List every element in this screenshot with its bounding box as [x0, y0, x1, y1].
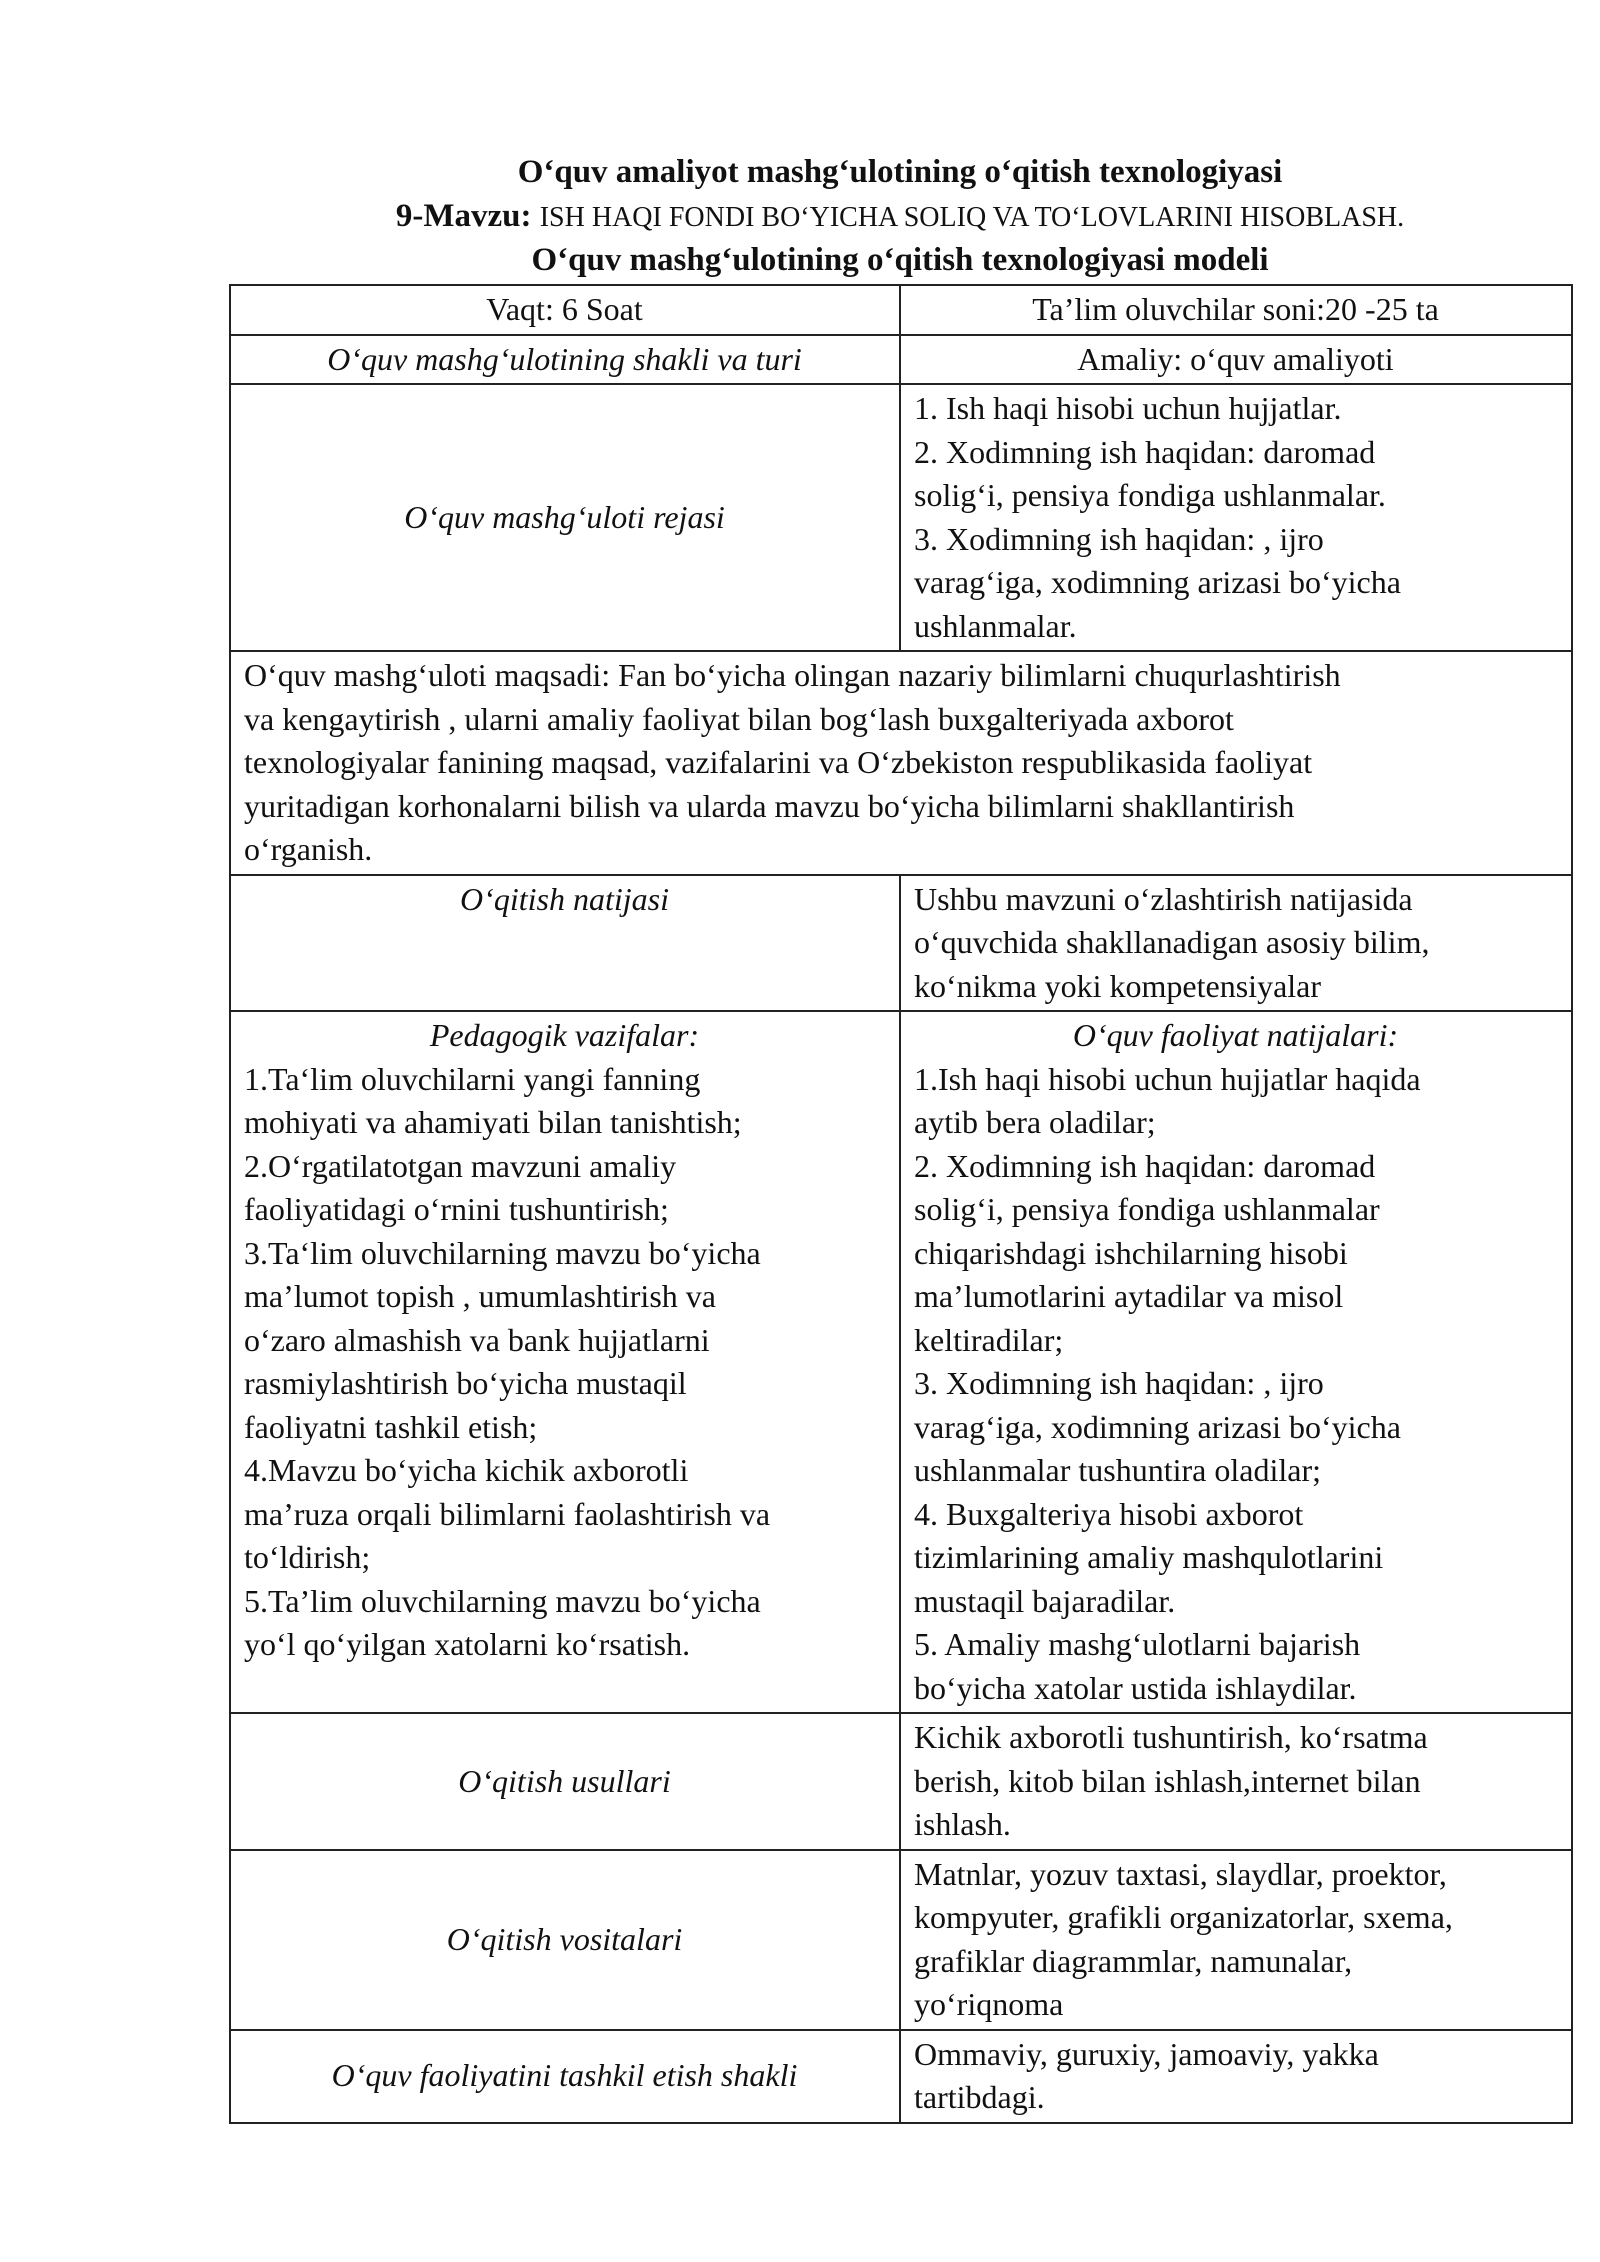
- table-row: [230, 1011, 1572, 1713]
- task-line: 2.O‘rgatilatotgan mavzuni amaliy: [244, 1147, 677, 1184]
- tools-line: yo‘riqnoma: [914, 1986, 1064, 2022]
- plan-line: 2. Xodimning ish haqidan: daromad: [914, 433, 1376, 470]
- methods-line: Kichik axborotli tushuntirish, ko‘rsatma: [914, 1719, 1428, 1755]
- pedagogical-tasks-cell: [230, 1011, 900, 1713]
- task-line: o‘zaro almashish va bank hujjatlarni: [244, 1321, 710, 1358]
- task-line: 1.Ta‘lim oluvchilarni yangi fanning: [244, 1060, 701, 1097]
- goal-line: va kengaytirish , ularni amaliy faoliyat bilan bog‘lash buxgalteriyada axborot: [244, 700, 1234, 737]
- task-line: faoliyatidagi o‘rnini tushuntirish;: [244, 1191, 669, 1227]
- activity-line: aytib bera oladilar;: [914, 1104, 1156, 1140]
- form-line: Ommaviy, guruxiy, jamoaviy, yakka: [914, 2035, 1379, 2072]
- activity-line: mustaqil bajaradilar.: [914, 1582, 1176, 1619]
- activity-line: keltiradilar;: [914, 1321, 1064, 1358]
- activity-line: 3. Xodimning ish haqidan: , ijro: [914, 1365, 1324, 1401]
- result-line: ko‘nikma yoki kompetensiyalar: [914, 967, 1322, 1004]
- activity-line: 1.Ish haqi hisobi uchun hujjatlar haqida: [914, 1060, 1421, 1097]
- teaching-methods-label: O‘qitish usullari: [230, 1713, 900, 1850]
- learning-result-value: [900, 875, 1572, 1012]
- students-count-cell: Ta’lim oluvchilar soni:20 -25 ta: [900, 285, 1572, 335]
- table-row: [230, 384, 1572, 651]
- methods-line: berish, kitob bilan ishlash,internet bilan: [914, 1762, 1421, 1799]
- teaching-tools-label: O‘qitish vositalari: [230, 1850, 900, 2030]
- activity-line: 5. Amaliy mashg‘ulotlarni bajarish: [914, 1626, 1361, 1662]
- activity-line: ushlanmalar tushuntira oladilar;: [914, 1452, 1321, 1488]
- activity-line: 4. Buxgalteriya hisobi axborot: [914, 1495, 1304, 1532]
- tools-line: kompyuter, grafikli organizatorlar, sxema,: [914, 1899, 1453, 1935]
- task-line: to‘ldirish;: [244, 1539, 371, 1575]
- plan-line: ushlanmalar.: [914, 607, 1077, 644]
- goal-line: O‘quv mashg‘uloti maqsadi: Fan bo‘yicha olingan nazariy bilimlarni chuqurlashtirish: [244, 657, 1341, 693]
- table-row: [230, 651, 1572, 875]
- lesson-form-value: Amaliy: o‘quv amaliyoti: [900, 335, 1572, 385]
- task-line: ma’lumot topish , umumlashtirish va: [244, 1278, 716, 1314]
- document-title: O‘quv amaliyot mashg‘ulotining o‘qitish texnologiyasi: [517, 154, 1283, 190]
- task-line: mohiyati va ahamiyati bilan tanishtish;: [244, 1104, 742, 1140]
- form-line: tartibdagi.: [914, 2079, 1045, 2115]
- plan-line: 3. Xodimning ish haqidan: , ijro: [914, 520, 1324, 557]
- activity-form-label: O‘quv faoliyatini tashkil etish shakli: [230, 2030, 900, 2123]
- model-title: O‘quv mashg‘ulotining o‘qitish texnologiyasi modeli: [531, 242, 1269, 278]
- methods-line: ishlash.: [914, 1806, 1011, 1842]
- time-cell: Vaqt: 6 Soat: [230, 285, 900, 335]
- goal-line: o‘rganish.: [244, 831, 373, 867]
- activity-line: chiqarishdagi ishchilarning hisobi: [914, 1234, 1348, 1271]
- activity-line: ma’lumotlarini aytadilar va misol: [914, 1278, 1344, 1314]
- table-row: [230, 875, 1572, 1012]
- topic-text: ISH HAQI FONDI BO‘YICHA SOLIQ VA TO‘LOVLARINI HISOBLASH.: [539, 202, 1405, 233]
- pedagogical-tasks-heading: Pedagogik vazifalar:: [429, 1017, 700, 1053]
- lesson-model-table: [229, 284, 1573, 2124]
- task-line: yo‘l qo‘yilgan xatolarni ko‘rsatish.: [244, 1626, 691, 1662]
- lesson-plan-label: O‘quv mashg‘uloti rejasi: [230, 384, 900, 651]
- task-line: faoliyatni tashkil etish;: [244, 1408, 538, 1445]
- teaching-tools-value: [900, 1850, 1572, 2030]
- table-row: [230, 1850, 1572, 2030]
- activity-line: varag‘iga, xodimning arizasi bo‘yicha: [914, 1408, 1401, 1445]
- activity-line: solig‘i, pensiya fondiga ushlanmalar: [914, 1191, 1380, 1227]
- topic-label: 9-Mavzu:: [395, 198, 532, 234]
- table-row: [230, 285, 1572, 335]
- result-line: Ushbu mavzuni o‘zlashtirish natijasida: [914, 880, 1413, 917]
- result-line: o‘quvchida shakllanadigan asosiy bilim,: [914, 924, 1430, 960]
- learning-result-label: O‘qitish natijasi: [230, 875, 900, 1012]
- table-row: [230, 335, 1572, 385]
- plan-line: 1. Ish haqi hisobi uchun hujjatlar.: [914, 390, 1342, 426]
- activity-form-value: [900, 2030, 1572, 2123]
- table-row: [230, 2030, 1572, 2123]
- task-line: 5.Ta’lim oluvchilarning mavzu bo‘yicha: [244, 1582, 761, 1619]
- lesson-plan-value: [900, 384, 1572, 651]
- plan-line: varag‘iga, xodimning arizasi bo‘yicha: [914, 564, 1401, 600]
- goal-line: texnologiyalar fanining maqsad, vazifalarini va O‘zbekiston respublikasida faoliyat: [244, 744, 1313, 780]
- task-line: rasmiylashtirish bo‘yicha mustaqil: [244, 1365, 687, 1401]
- teaching-methods-value: [900, 1713, 1572, 1850]
- task-line: 4.Mavzu bo‘yicha kichik axborotli: [244, 1452, 689, 1488]
- lesson-form-label: O‘quv mashg‘ulotining shakli va turi: [230, 335, 900, 385]
- task-line: ma’ruza orqali bilimlarni faolashtirish va: [244, 1495, 771, 1532]
- plan-line: solig‘i, pensiya fondiga ushlanmalar.: [914, 477, 1386, 513]
- table-row: [230, 1713, 1572, 1850]
- topic-line: [230, 194, 1570, 240]
- task-line: 3.Ta‘lim oluvchilarning mavzu bo‘yicha: [244, 1234, 761, 1271]
- tools-line: grafiklar diagrammlar, namunalar,: [914, 1942, 1353, 1979]
- activity-line: 2. Xodimning ish haqidan: daromad: [914, 1147, 1376, 1184]
- activity-line: tizimlarining amaliy mashqulotlarini: [914, 1539, 1384, 1575]
- goal-line: yuritadigan korhonalarni bilish va ularda mavzu bo‘yicha bilimlarni shakllantirish: [244, 787, 1295, 824]
- lesson-goal-cell: [230, 651, 1572, 875]
- tools-line: Matnlar, yozuv taxtasi, slaydlar, proektor,: [914, 1855, 1447, 1892]
- activity-results-cell: [900, 1011, 1572, 1713]
- activity-line: bo‘yicha xatolar ustida ishlaydilar.: [914, 1669, 1357, 1706]
- document-header: [230, 150, 1570, 280]
- activity-results-heading: O‘quv faoliyat natijalari:: [1072, 1017, 1399, 1053]
